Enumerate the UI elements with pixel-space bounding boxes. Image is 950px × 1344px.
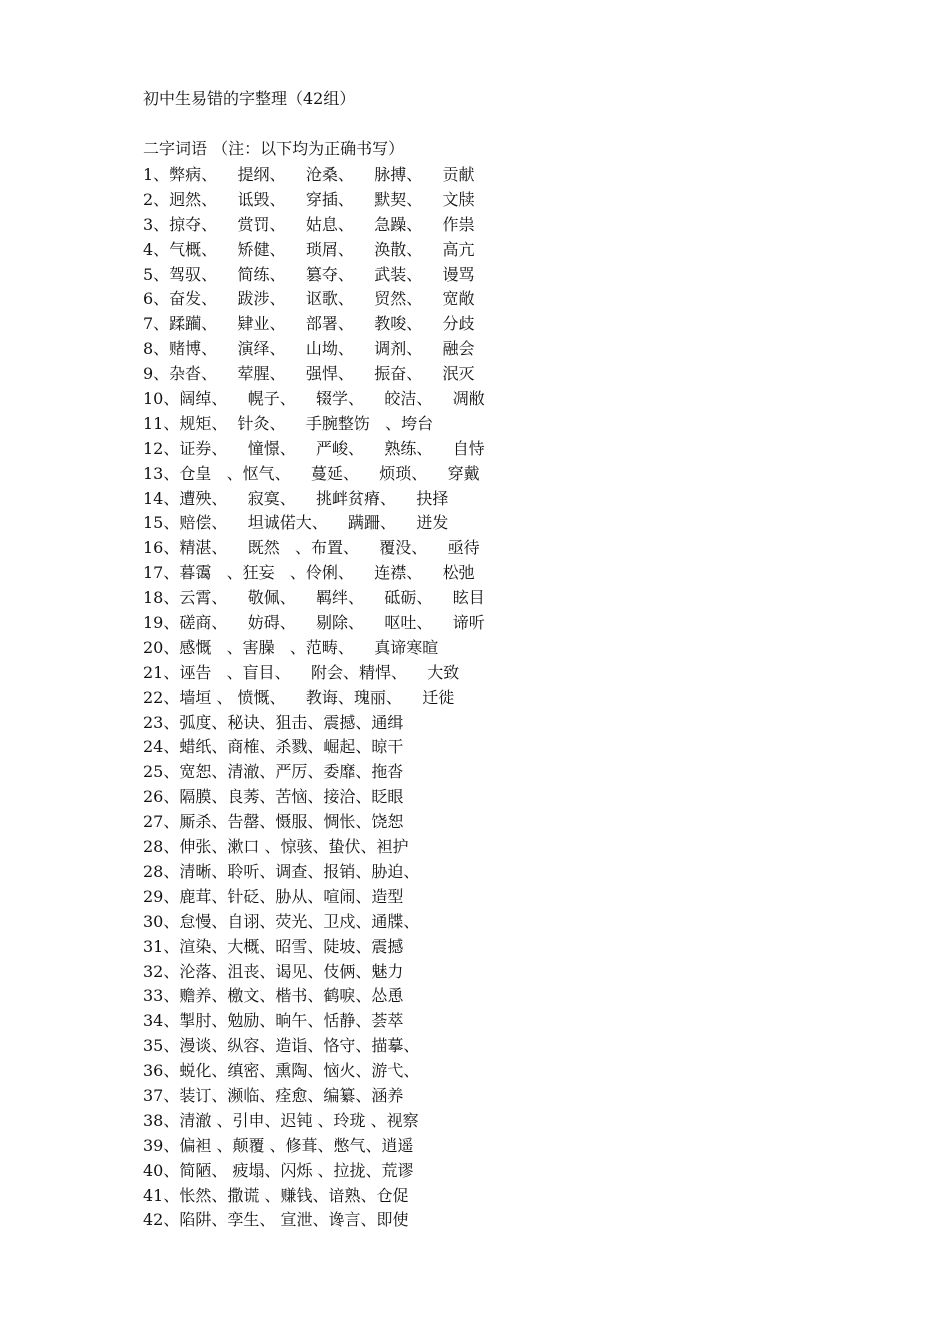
list-item: 13、仓皇 、怄气、 蔓延、 烦琐、 穿戴 [143, 463, 480, 483]
list-item: 28、伸张、漱口 、惊骇、蛰伏、袒护 [143, 837, 409, 857]
list-item: 41、怅然、撒谎 、赚钱、谙熟、仓促 [143, 1185, 409, 1205]
document-title: 初中生易错的字整理（42组） [143, 89, 356, 108]
list-item: 33、赡养、檄文、楷书、鹤唳、怂恿 [143, 986, 404, 1006]
list-item: 18、云霄、 敬佩、 羁绊、 砥砺、 眩目 [143, 588, 485, 608]
list-item: 22、墙垣 、 愤慨、 教诲、瑰丽、 迁徙 [143, 687, 455, 707]
list-item: 31、渲染、大概、昭雪、陡坡、震撼 [143, 936, 404, 956]
list-item: 12、证券、 憧憬、 严峻、 熟练、 自恃 [143, 438, 485, 458]
list-item: 36、蜕化、缜密、熏陶、恼火、游弋、 [143, 1061, 420, 1081]
list-item: 26、隔膜、良莠、苦恼、接洽、眨眼 [143, 787, 404, 807]
list-item: 21、诬告 、盲目、 附会、精悍、 大致 [143, 662, 460, 682]
list-item: 39、偏袒 、颠覆 、修葺、憋气、逍遥 [143, 1135, 414, 1155]
list-item: 29、鹿茸、针砭、胁从、喧闹、造型 [143, 886, 404, 906]
list-item: 40、简陋、 疲塌、闪烁 、拉拢、荒谬 [143, 1160, 414, 1180]
list-item: 4、气概、 矫健、 琐屑、 涣散、 高亢 [143, 239, 475, 259]
list-item: 25、宽恕、清澈、严厉、委靡、拖沓 [143, 762, 404, 782]
list-item: 42、陷阱、孪生、 宣泄、谗言、即使 [143, 1210, 409, 1230]
list-item: 11、规矩、 针灸、 手腕整饬 、垮台 [143, 413, 434, 433]
list-item: 37、装订、濒临、痊愈、编纂、涵养 [143, 1085, 404, 1105]
list-item: 34、掣肘、勉励、晌午、恬静、荟萃 [143, 1011, 404, 1031]
list-item: 15、赔偿、 坦诚偌大、 蹒跚、 迸发 [143, 513, 449, 533]
list-item: 16、精湛、 既然 、布置、 覆没、 亟待 [143, 538, 480, 558]
section-title: 二字词语 （注：以下均为正确书写） [143, 139, 405, 158]
list-item: 6、奋发、 跋涉、 讴歌、 贸然、 宽敞 [143, 289, 475, 309]
word-list [143, 163, 485, 1233]
list-item: 1、弊病、 提纲、 沧桑、 脉搏、 贡献 [143, 165, 475, 184]
list-item: 7、蹂躏、 肄业、 部署、 教唆、 分歧 [143, 314, 475, 334]
list-item: 38、清澈 、引申、迟钝 、玲珑 、视察 [143, 1110, 419, 1130]
list-item: 5、驾驭、 简练、 篡夺、 武装、 谩骂 [143, 264, 475, 284]
list-item: 30、怠慢、自诩、荧光、卫戍、通牒、 [143, 911, 420, 931]
list-item: 10、阔绰、 幌子、 辍学、 皎洁、 凋敝 [143, 389, 485, 409]
list-item: 9、杂沓、 荤腥、 强悍、 振奋、 泯灭 [143, 364, 475, 384]
list-item: 14、遭殃、 寂寞、 挑衅贫瘠、 抉择 [143, 488, 449, 508]
list-item: 19、磋商、 妨碍、 剔除、 呕吐、 谛听 [143, 613, 485, 633]
list-item: 32、沦落、沮丧、谒见、伎俩、魅力 [143, 961, 404, 981]
list-item: 17、暮霭 、狂妄 、伶俐、 连襟、 松弛 [143, 563, 475, 583]
list-item: 2、迥然、 诋毁、 穿插、 默契、 文牍 [143, 189, 475, 209]
list-item: 27、厮杀、告罄、慑服、惆怅、饶恕 [143, 812, 404, 832]
list-item: 8、赌博、 演绎、 山坳、 调剂、 融会 [143, 339, 475, 359]
list-item: 23、弧度、秘诀、狙击、震撼、通缉 [143, 712, 404, 732]
list-item: 28、清晰、聆听、调查、报销、胁迫、 [143, 861, 420, 881]
list-item: 24、蜡纸、商榷、杀戮、崛起、晾干 [143, 737, 404, 757]
list-item: 35、漫谈、纵容、造诣、恪守、描摹、 [143, 1036, 420, 1056]
list-item: 20、感慨 、害臊 、范畴、 真谛寒暄 [143, 637, 439, 657]
list-item: 3、掠夺、 赏罚、 姑息、 急躁、 作祟 [143, 214, 475, 234]
